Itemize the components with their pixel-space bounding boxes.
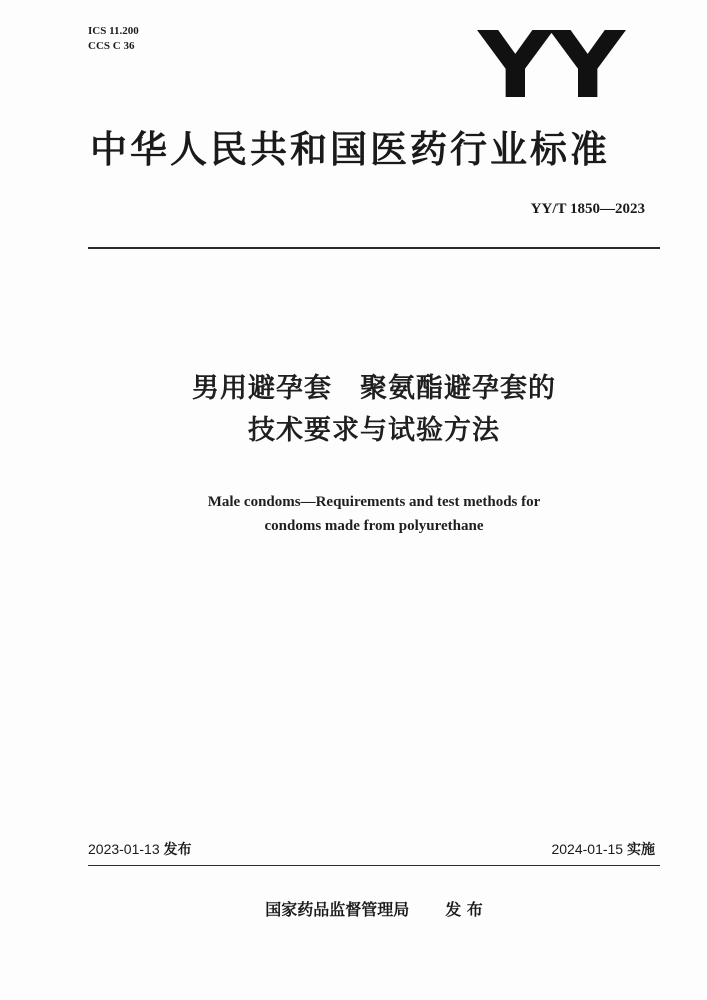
- chinese-title-line-1: 男用避孕套 聚氨酯避孕套的: [192, 373, 556, 404]
- english-title-line-2: condoms made from polyurethane: [264, 518, 484, 534]
- english-title-line-1: Male condoms—Requirements and test methods for: [207, 494, 541, 510]
- footer-divider: [88, 865, 660, 866]
- standard-category-title: 中华人民共和国医药行业标准: [90, 128, 610, 171]
- header-divider: [88, 247, 660, 249]
- chinese-title-line-2: 技术要求与试验方法: [248, 415, 500, 446]
- chinese-title: [88, 368, 660, 452]
- publish-date: [88, 839, 192, 860]
- publish-date-label: 发布: [163, 842, 192, 858]
- classification-codes: [88, 24, 139, 54]
- yy-logo: YY: [478, 12, 623, 119]
- implement-date-label: 实施: [627, 842, 655, 858]
- standard-number: YY/T 1850—2023: [530, 201, 645, 217]
- ccs-code: CCS C 36: [88, 40, 135, 52]
- issuer-action: 发 布: [445, 900, 483, 919]
- implement-date-value: 2024-01-15: [551, 841, 624, 857]
- english-title: [88, 490, 660, 538]
- ics-code: ICS 11.200: [88, 25, 139, 37]
- implement-date: [551, 839, 655, 860]
- issuer-name: 国家药品监督管理局: [265, 900, 410, 919]
- issuing-authority: [88, 898, 660, 922]
- publish-date-value: 2023-01-13: [88, 841, 160, 857]
